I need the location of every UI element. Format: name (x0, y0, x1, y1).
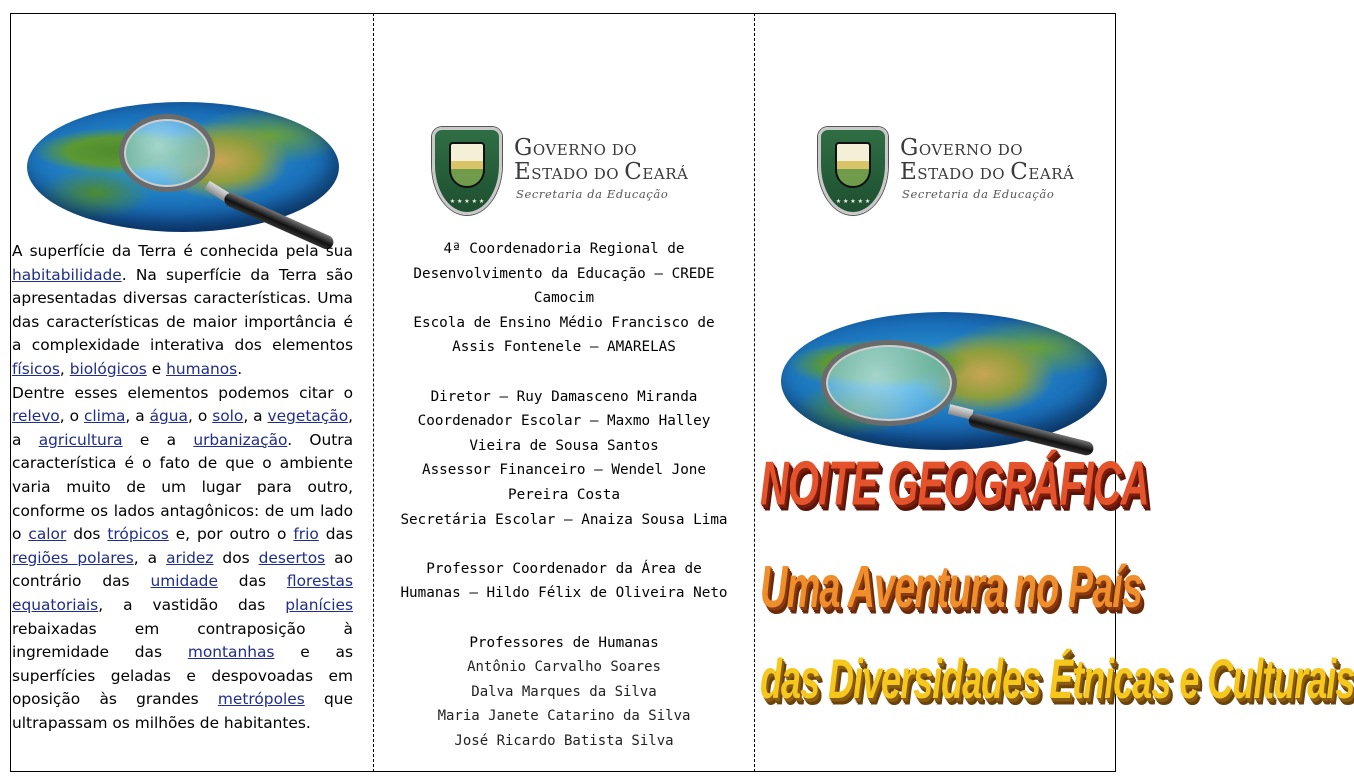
staff-line: Assessor Financeiro – Wendel Jone (421, 462, 707, 479)
glossary-link[interactable]: calor (28, 525, 67, 544)
glossary-link[interactable]: trópicos (107, 525, 169, 544)
institution-line: Desenvolvimento da Educação – CREDE (413, 265, 715, 282)
ceara-shield-icon (432, 127, 502, 215)
paragraph-text: e (146, 359, 167, 378)
title-noite-geografica: NOITE GEOGRÁFICA (760, 450, 1149, 519)
area-coordinator-line: Professor Coordenador da Área de (426, 560, 702, 577)
paragraph-text: , a (133, 548, 167, 567)
paragraph-text: que ultrapassam os milhões de habitantes. (12, 690, 353, 732)
teachers-heading: Professores de Humanas (469, 634, 659, 651)
logo-line-secretaria: Secretaria da Educação (516, 187, 669, 201)
glossary-link[interactable]: regiões polares (12, 548, 134, 567)
shield-stars: ★ ★ ★ ★ ★ (835, 198, 871, 205)
shield-stars: ★ ★ ★ ★ ★ (449, 198, 485, 205)
logo-line-governo: GOVERNO DO (514, 135, 638, 161)
paragraph-elements (12, 382, 353, 736)
glossary-link[interactable]: relevo (12, 407, 60, 426)
glossary-link[interactable]: solo (212, 407, 244, 426)
glossary-link[interactable]: planícies (285, 595, 353, 614)
glossary-link[interactable]: urbanização (193, 430, 288, 449)
glossary-link[interactable]: agricultura (38, 430, 123, 449)
glossary-link[interactable]: físicos (12, 359, 60, 378)
government-logo-right (818, 127, 1108, 227)
globe-magnifier-image-right (781, 312, 1107, 450)
title-diversidades: das Diversidades Étnicas e Culturais (760, 647, 1354, 711)
paragraph-text: e as superfícies geladas e despovoadas em oposição às grandes (12, 643, 353, 709)
paragraph-text: rebaixadas em contraposição à ingremidade das (12, 619, 353, 662)
paragraph-text: dos (66, 525, 108, 544)
institution-line: Assis Fontenele – AMARELAS (452, 339, 676, 356)
paragraph-text: ao contrário das (12, 548, 353, 591)
earth-surface-text (12, 240, 353, 735)
logo-line-estado: ESTADO DO CEARÁ (900, 159, 1075, 185)
staff-line: Vieira de Sousa Santos (469, 437, 659, 454)
paragraph-text: . (237, 359, 243, 378)
glossary-link[interactable]: biológicos (69, 359, 147, 378)
ceara-shield-icon (818, 127, 888, 215)
glossary-link[interactable]: água (149, 407, 188, 426)
institution-block (378, 237, 750, 753)
staff-line: Coordenador Escolar – Maxmo Halley (417, 413, 711, 430)
glossary-link[interactable]: habitabilidade (12, 265, 122, 284)
paragraph-habitability (12, 240, 353, 382)
paragraph-text: , a (243, 407, 268, 426)
glossary-link[interactable]: umidade (150, 572, 218, 591)
globe-magnifier-image (27, 102, 339, 232)
paragraph-text: , o (187, 407, 213, 426)
staff-line: Diretor – Ruy Damasceno Miranda (430, 388, 698, 405)
paragraph-text: , a vastidão das (98, 595, 286, 614)
fold-line-right (754, 13, 755, 772)
magnifier-lens (821, 340, 957, 426)
paragraph-text: , a (125, 407, 150, 426)
paragraph-text: dos (213, 548, 259, 567)
glossary-link[interactable]: montanhas (187, 643, 275, 662)
teacher-name: Antônio Carvalho Soares (467, 659, 661, 676)
glossary-link[interactable]: florestas equatoriais (12, 572, 353, 614)
paragraph-text: . Na superfície da Terra são apresentadas diversas características. Uma das características de maior importância é a complexidade interativa dos elementos (12, 265, 353, 355)
glossary-link[interactable]: vegetação (267, 407, 349, 426)
institution-line: Camocim (533, 290, 595, 307)
paragraph-text: e, por outro o (168, 525, 294, 544)
glossary-link[interactable]: aridez (166, 548, 214, 567)
glossary-link[interactable]: humanos (166, 359, 238, 378)
paragraph-text: , a (12, 407, 354, 449)
logo-line-secretaria: Secretaria da Educação (902, 187, 1055, 201)
paragraph-text: Dentre esses elementos podemos citar o (12, 383, 353, 402)
area-coordinator-line: Humanas – Hildo Félix de Oliveira Neto (400, 585, 728, 602)
logo-line-estado: ESTADO DO CEARÁ (514, 159, 689, 185)
fold-line-left (373, 13, 374, 772)
glossary-link[interactable]: metrópoles (217, 690, 305, 709)
teacher-name: Dalva Marques da Silva (471, 683, 657, 700)
paragraph-text: das (217, 572, 287, 591)
glossary-link[interactable]: frio (293, 525, 319, 544)
title-uma-aventura: Uma Aventura no País (760, 556, 1142, 622)
paragraph-text: A superfície da Terra é conhecida pela sua (12, 242, 353, 260)
glossary-link[interactable]: clima (83, 407, 126, 426)
teacher-name: Maria Janete Catarino da Silva (437, 708, 691, 725)
teacher-name: José Ricardo Batista Silva (454, 732, 674, 749)
staff-line: Pereira Costa (508, 486, 620, 503)
magnifier-lens (119, 114, 215, 192)
paragraph-text: . Outra característica é o fato de que o ambiente varia muito de um lugar para outro, conforme os lados antagônicos: de um lado o (12, 430, 354, 544)
logo-line-governo: GOVERNO DO (900, 135, 1024, 161)
paragraph-text: e a (122, 430, 194, 449)
institution-line: Escola de Ensino Médio Francisco de (413, 314, 715, 331)
institution-line: 4ª Coordenadoria Regional de (443, 241, 685, 257)
government-logo (432, 127, 722, 227)
glossary-link[interactable]: desertos (258, 548, 326, 567)
paragraph-text: das (318, 525, 353, 544)
shield-emblem (835, 142, 871, 188)
staff-line: Secretária Escolar – Anaiza Sousa Lima (400, 511, 728, 528)
event-title-art (760, 450, 1354, 750)
paragraph-text: , (59, 359, 70, 378)
paragraph-text: , o (59, 407, 84, 426)
shield-emblem (449, 142, 485, 188)
